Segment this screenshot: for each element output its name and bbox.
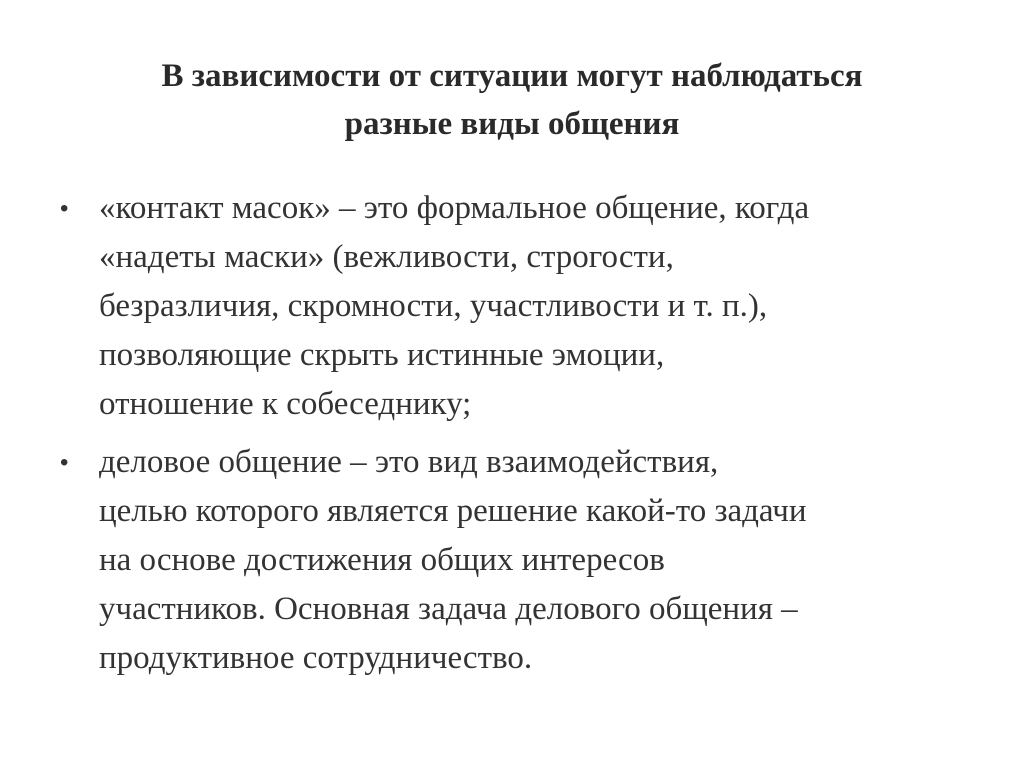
slide-title-line: В зависимости от ситуации могут наблюдаться — [161, 58, 863, 94]
bullet-text-line: продуктивное сотрудничество. — [99, 640, 533, 676]
bullet-list — [60, 184, 980, 692]
bullet-text-line: безразличия, скромности, участливости и т. п.), — [99, 288, 768, 324]
bullet-item-mask-contact — [60, 184, 980, 429]
bullet-dot-icon: • — [60, 449, 69, 476]
bullet-text-line: отношение к собеседнику; — [99, 386, 472, 422]
bullet-text-line: на основе достижения общих интересов — [99, 542, 665, 578]
bullet-text-line: «контакт масок» – это формальное общение, когда — [99, 190, 810, 226]
bullet-item-business-communication — [60, 438, 980, 683]
slide-title — [60, 52, 964, 148]
bullet-text-line: «надеты маски» (вежливости, строгости, — [99, 239, 674, 275]
bullet-text-line: целью которого является решение какой-то задачи — [99, 493, 807, 529]
bullet-text-line: позволяющие скрыть истинные эмоции, — [99, 337, 665, 373]
bullet-text-line: участников. Основная задача делового общения – — [99, 591, 798, 627]
bullet-text-line: деловое общение – это вид взаимодействия, — [99, 444, 719, 480]
slide-title-line: разные виды общения — [344, 106, 680, 142]
bullet-dot-icon: • — [60, 195, 69, 222]
